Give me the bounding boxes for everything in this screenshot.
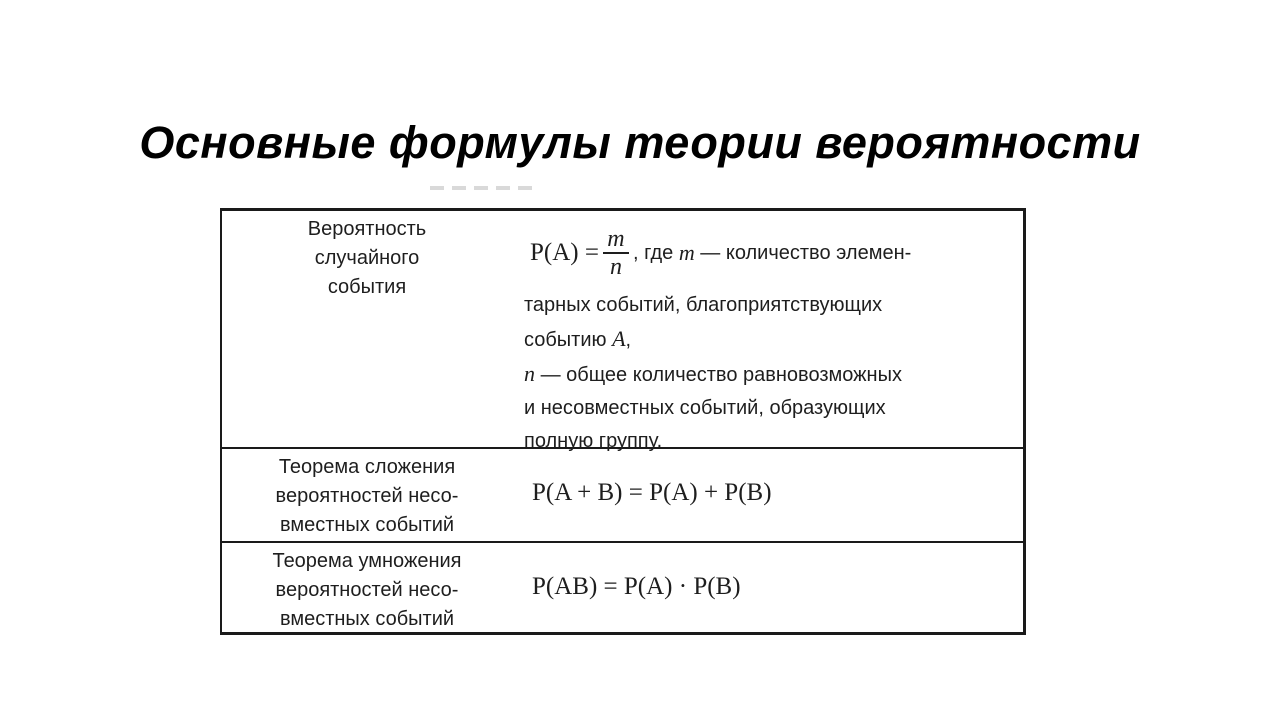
table-row-probability (222, 211, 1023, 452)
desc-text: событию (524, 329, 607, 351)
row-label-probability (222, 215, 512, 302)
desc-line (524, 322, 902, 357)
desc-line: тарных событий, благоприятствующих (524, 294, 883, 316)
fraction (603, 226, 629, 280)
formula-lhs: P(A) = (530, 239, 599, 266)
addition-formula: P(A + B) = P(A) + P(B) (532, 479, 772, 506)
desc-text: , (625, 329, 632, 351)
row-label-line: случайного (314, 247, 420, 269)
probability-formula (530, 223, 911, 283)
row-label-multiplication (222, 547, 512, 634)
row-label-addition (222, 453, 512, 540)
scan-artifact (430, 186, 535, 190)
slide-title: Основные формулы теории вероятности (139, 117, 1141, 168)
desc-line: и несовместных событий, образующих (524, 397, 886, 419)
row-label-line: вместных событий (279, 514, 455, 536)
formula-table (220, 208, 1026, 635)
row-label-line: Вероятность (307, 218, 427, 240)
row-label-line: Теорема умножения (272, 550, 462, 572)
fraction-denominator: n (609, 254, 622, 280)
formula-tail-var: m (678, 240, 695, 265)
row-label-line: события (327, 276, 407, 298)
desc-text: — общее количество равновозможных (540, 364, 902, 386)
probability-description (524, 289, 902, 458)
fraction-numerator: m (607, 226, 625, 252)
row-label-line: вместных событий (279, 608, 455, 630)
formula-tail-text: , где (632, 241, 674, 264)
table-row-multiplication (222, 543, 1023, 635)
row-label-line: вероятностей несо- (275, 579, 459, 601)
table-row-addition (222, 449, 1023, 543)
desc-var: n (524, 361, 535, 386)
desc-var: A (612, 326, 626, 351)
row-label-line: Теорема сложения (278, 456, 456, 478)
desc-line (524, 357, 902, 392)
multiplication-formula: P(AB) = P(A) · P(B) (532, 573, 741, 600)
row-label-line: вероятностей несо- (275, 485, 459, 507)
desc-line: полную группу. (524, 430, 663, 452)
formula-tail-rest: — количество элемен- (700, 241, 912, 264)
